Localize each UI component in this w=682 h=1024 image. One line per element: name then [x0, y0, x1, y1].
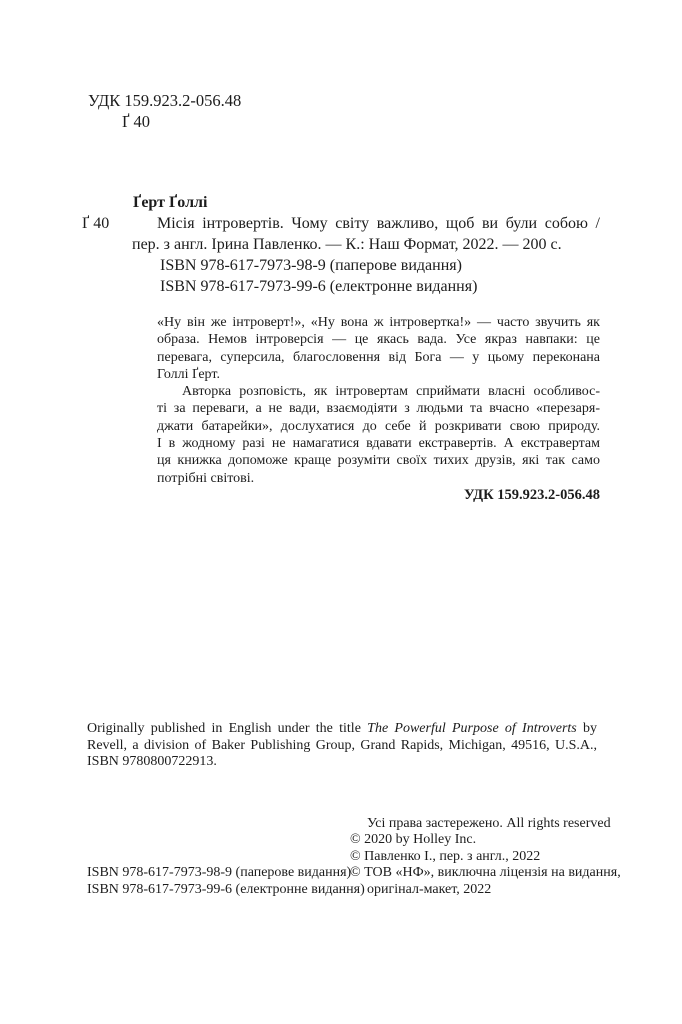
- isbn-print-footer: ISBN 978-617-7973-98-9 (паперове видання): [87, 865, 352, 880]
- udk-number-top: УДК 159.923.2-056.48: [88, 91, 242, 110]
- catalog-code: Ґ 40: [82, 215, 110, 232]
- annotation-line: ця книжка допоможе краще розуміти своїх тихих друзів, які так само: [157, 453, 600, 469]
- bib-title-line: Місія інтровертів. Чому світу важливо, щоб ви були собою /: [157, 215, 600, 232]
- annotation-line: Голлі Ґерт.: [157, 366, 220, 382]
- copyright-block: [350, 816, 621, 898]
- annotation-line: джати батарейки», дослухатися до себе й розкривати свою природу.: [157, 418, 600, 434]
- annotation-line: Авторка розповість, як інтровертам сприймати власні особливос-: [182, 384, 600, 400]
- original-title-italic: The Powerful Purpose of Introverts: [367, 721, 577, 736]
- catalog-code-top: Ґ 40: [122, 112, 151, 131]
- annotation-line: ті за переваги, а не вади, взаємодіяти з людьми та вчасно «перезаря-: [157, 401, 600, 417]
- isbn-ebook-footer: ISBN 978-617-7973-99-6 (електронне видання): [87, 882, 365, 897]
- author-heading: Ґерт Ґоллі: [133, 194, 208, 211]
- annotation-line: потрібні світові.: [157, 470, 255, 486]
- original-line: Revell, a division of Baker Publishing Group, Grand Rapids, Michigan, 49516, U.S.A.,: [87, 737, 597, 753]
- rights-reserved-line: Усі права застережено. All rights reserved: [367, 816, 611, 831]
- isbn-ebook-line: ISBN 978-617-7973-99-6 (електронне видання): [160, 278, 478, 295]
- copyright-line: © 2020 by Holley Inc.: [350, 832, 477, 848]
- annotation-line: «Ну він же інтроверт!», «Ну вона ж інтровертка!» — часто звучить як: [157, 315, 600, 330]
- copyright-line: © Павленко І., пер. з англ., 2022: [350, 848, 541, 864]
- original-publication-note: [87, 721, 597, 771]
- annotation-line: І в жодному разі не намагатися вдавати екстравертів. А екстравертам: [157, 436, 600, 452]
- original-text-pre: Originally published in English under the title: [87, 721, 368, 736]
- original-line: ISBN 9780800722913.: [87, 754, 217, 770]
- isbn-print-line: ISBN 978-617-7973-98-9 (паперове видання): [160, 257, 462, 274]
- copyright-line: © ТОВ «НФ», виключна ліцензія на видання,: [350, 865, 621, 881]
- original-line: [87, 721, 597, 738]
- udk-number-bottom: УДК 159.923.2-056.48: [464, 487, 600, 503]
- original-text-post: by: [576, 721, 597, 736]
- catalog-card: [82, 192, 600, 297]
- bibliographic-description: [132, 213, 600, 297]
- annotation-block: [157, 314, 600, 487]
- annotation-line: образа. Немов інтроверсія — це якась вада. Усе якраз навпаки: це: [157, 332, 600, 348]
- bib-imprint-line: пер. з англ. Ірина Павленко. — К.: Наш Формат, 2022. — 200 с.: [132, 236, 562, 253]
- isbn-footer-block: [87, 864, 365, 898]
- copyright-line-continuation: оригінал-макет, 2022: [367, 881, 492, 897]
- annotation-line: перевага, суперсила, благословення від Бога — у цьому переконана: [157, 349, 600, 365]
- udk-header-block: [88, 90, 241, 132]
